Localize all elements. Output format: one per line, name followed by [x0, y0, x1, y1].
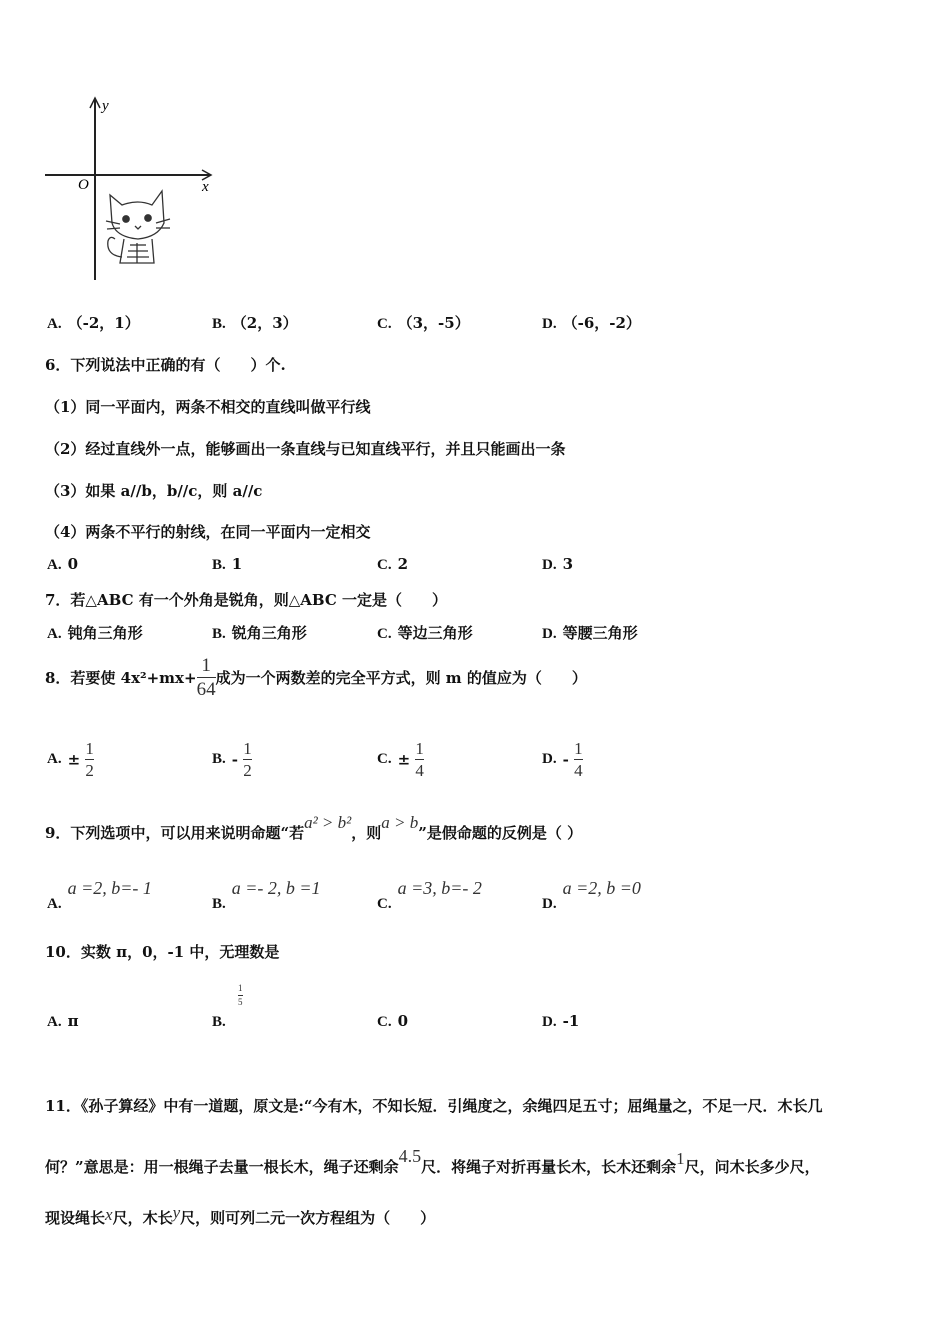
q5-option-a[interactable]: A. （-2，1） [47, 314, 140, 332]
q5-option-b[interactable]: B. （2，3） [212, 314, 298, 332]
q8-stem: 8．若要使 4x²+mx+ $\frac{1}{64}$ 成为一个两数差的完全平方式，则 m 的值应为（ ） [45, 655, 587, 700]
q11-value-1: 1 [676, 1149, 685, 1168]
q11-var-y: y [172, 1203, 181, 1222]
q9-option-c[interactable]: C.a =3, b=- 2 [377, 878, 482, 912]
q7-stem: 7．若△ABC 有一个外角是锐角，则△ABC 一定是（ ） [45, 591, 448, 609]
q8-option-c[interactable]: C. ± $\frac{1}{4}$ [377, 739, 424, 780]
q11-value-4-5: 4.5 [398, 1146, 422, 1166]
q10-option-b[interactable]: B. 1 5 [212, 983, 243, 1030]
q10-stem: 10．实数 π，0，-1 中，无理数是 [45, 943, 280, 961]
q8-fraction: $\frac{1}{64}$ [196, 655, 216, 700]
q9-condition-1: a² > b² [304, 813, 352, 832]
origin-label: O [78, 177, 89, 193]
q6-option-a[interactable]: A. 0 [47, 555, 79, 573]
q11-line-3: 现设绳长x尺，木长y尺，则可列二元一次方程组为（ ） [45, 1203, 436, 1227]
q9-option-a[interactable]: A.a =2, b=- 1 [47, 878, 152, 912]
q6-statement-2: （2）经过直线外一点，能够画出一条直线与已知直线平行，并且只能画出一条 [45, 440, 566, 458]
q5-option-c[interactable]: C. （3，-5） [377, 314, 470, 332]
q8-option-b[interactable]: B. - $\frac{1}{2}$ [212, 739, 252, 780]
q6-statement-4: （4）两条不平行的射线，在同一平面内一定相交 [45, 523, 371, 541]
q6-statement-1: （1）同一平面内，两条不相交的直线叫做平行线 [45, 398, 371, 416]
q5-option-d[interactable]: D. （-6，-2） [542, 314, 641, 332]
q7-option-d[interactable]: D. 等腰三角形 [542, 624, 638, 642]
q7-option-c[interactable]: C. 等边三角形 [377, 624, 473, 642]
q10-option-a[interactable]: A. π [47, 1012, 79, 1030]
q9-stem: 9．下列选项中，可以用来说明命题“若a² > b²，则a > b”是假命题的反例是（ ） [45, 813, 583, 842]
q11-line-2: 何？”意思是：用一根绳子去量一根长木，绳子还剩余4.5尺．将绳子对折再量长木，长木还剩余1尺，问木长多少尺， [45, 1146, 820, 1176]
y-axis-label: y [102, 98, 109, 114]
q7-option-a[interactable]: A. 钝角三角形 [47, 624, 143, 642]
cat-drawing [106, 191, 170, 263]
q9-condition-2: a > b [381, 813, 419, 832]
q10-option-d[interactable]: D. -1 [542, 1012, 580, 1030]
x-axis-label: x [202, 179, 209, 195]
q8-option-d[interactable]: D. - $\frac{1}{4}$ [542, 739, 583, 780]
q10-option-c[interactable]: C. 0 [377, 1012, 409, 1030]
q6-option-c[interactable]: C. 2 [377, 555, 409, 573]
q11-var-x: x [105, 1205, 113, 1224]
q6-option-d[interactable]: D. 3 [542, 555, 574, 573]
q9-option-d[interactable]: D.a =2, b =0 [542, 878, 641, 912]
q11-line-1: 11．《孙子算经》中有一道题，原文是:“今有木，不知长短．引绳度之，余绳四足五寸；屈绳量之，不足一尺．木长几 [45, 1097, 823, 1115]
coordinate-figure [40, 95, 220, 285]
q9-option-b[interactable]: B.a =- 2, b =1 [212, 878, 321, 912]
q6-option-b[interactable]: B. 1 [212, 555, 243, 573]
q6-stem: 6．下列说法中正确的有（ ）个. [45, 356, 286, 374]
q7-option-b[interactable]: B. 锐角三角形 [212, 624, 307, 642]
q8-option-a[interactable]: A. ± $\frac{1}{2}$ [47, 739, 94, 780]
q6-statement-3: （3）如果 a//b，b//c，则 a//c [45, 482, 263, 500]
